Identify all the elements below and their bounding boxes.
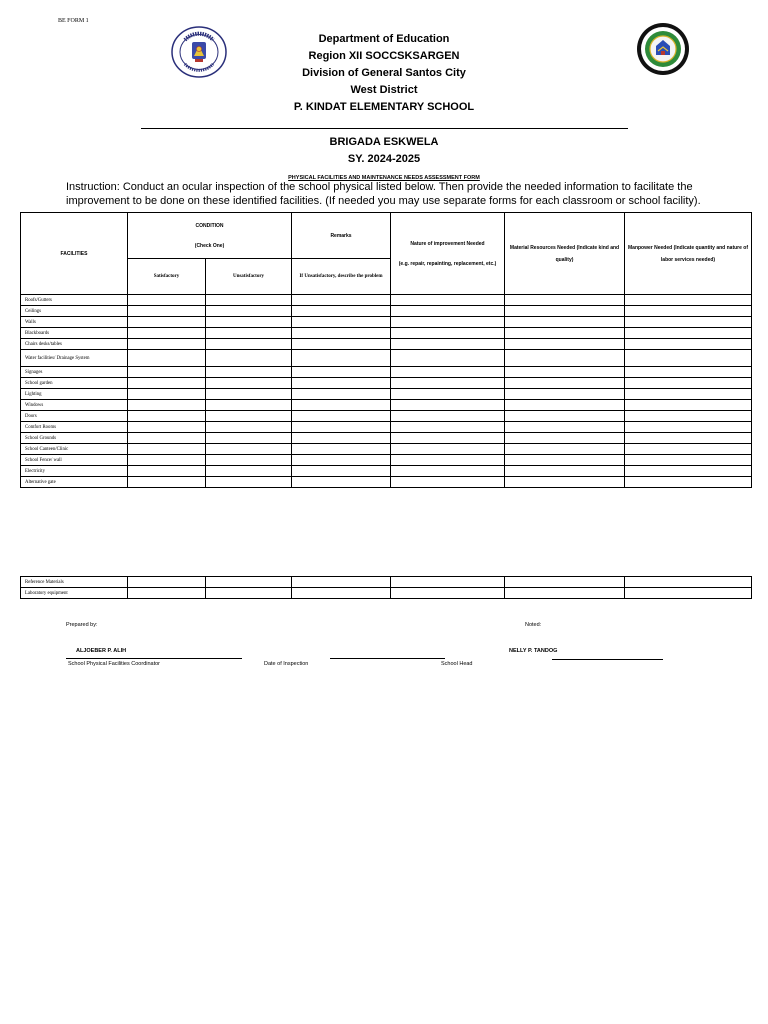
entry-cell[interactable] xyxy=(292,295,391,306)
instruction-text: Instruction: Conduct an ocular inspection of the school physical listed below. Then provide the needed information to facilitate the improvement to be done on these identified facilities. (If needed you may use separate forms for each classroom or school facility). xyxy=(66,181,701,207)
entry-cell[interactable] xyxy=(625,339,752,350)
assessment-table xyxy=(20,212,752,488)
facility-label: Electricity xyxy=(21,466,128,477)
entry-cell[interactable] xyxy=(292,588,391,599)
entry-cell[interactable] xyxy=(391,295,505,306)
table-row xyxy=(21,588,752,599)
facility-label: Blackboards xyxy=(21,328,128,339)
entry-cell[interactable] xyxy=(292,466,391,477)
entry-cell[interactable] xyxy=(505,367,625,378)
entry-cell[interactable] xyxy=(505,455,625,466)
entry-cell[interactable] xyxy=(292,400,391,411)
entry-cell[interactable] xyxy=(391,339,505,350)
entry-cell[interactable] xyxy=(625,306,752,317)
entry-cell[interactable] xyxy=(128,433,206,444)
entry-cell[interactable] xyxy=(391,378,505,389)
header-material: Material Resources Needed (Indicate kind and quality) xyxy=(505,213,625,295)
entry-cell[interactable] xyxy=(128,389,206,400)
table-row xyxy=(21,378,752,389)
entry-cell[interactable] xyxy=(206,350,292,367)
entry-cell[interactable] xyxy=(292,422,391,433)
header-unsatisfactory: Unsatisfactory xyxy=(206,259,292,295)
entry-cell[interactable] xyxy=(206,588,292,599)
head-name: NELLY P. TANDOG xyxy=(509,648,558,654)
entry-cell[interactable] xyxy=(206,577,292,588)
entry-cell[interactable] xyxy=(625,588,752,599)
entry-cell[interactable] xyxy=(391,400,505,411)
entry-cell[interactable] xyxy=(625,466,752,477)
entry-cell[interactable] xyxy=(625,577,752,588)
condition-label: CONDITION xyxy=(195,222,224,229)
facility-label: Roofs/Gutters xyxy=(21,295,128,306)
table-row xyxy=(21,328,752,339)
entry-cell[interactable] xyxy=(625,350,752,367)
entry-cell[interactable] xyxy=(505,444,625,455)
entry-cell[interactable] xyxy=(206,411,292,422)
entry-cell[interactable] xyxy=(505,400,625,411)
entry-cell[interactable] xyxy=(391,350,505,367)
additional-items-table xyxy=(20,576,752,599)
division-title: Division of General Santos City xyxy=(302,67,466,79)
entry-cell[interactable] xyxy=(625,367,752,378)
entry-cell[interactable] xyxy=(128,378,206,389)
entry-cell[interactable] xyxy=(505,588,625,599)
entry-cell[interactable] xyxy=(206,339,292,350)
entry-cell[interactable] xyxy=(128,444,206,455)
entry-cell[interactable] xyxy=(206,367,292,378)
entry-cell[interactable] xyxy=(625,317,752,328)
entry-cell[interactable] xyxy=(128,411,206,422)
coordinator-name: ALJOEBER P. ALIH xyxy=(76,648,127,654)
table-row xyxy=(21,577,752,588)
facility-label: Lighting xyxy=(21,389,128,400)
entry-cell[interactable] xyxy=(292,378,391,389)
entry-cell[interactable] xyxy=(625,378,752,389)
entry-cell[interactable] xyxy=(206,433,292,444)
facility-label: School Fence/ wall xyxy=(21,455,128,466)
entry-cell[interactable] xyxy=(292,477,391,488)
table-row xyxy=(21,400,752,411)
entry-cell[interactable] xyxy=(292,444,391,455)
facility-label: School garden xyxy=(21,378,128,389)
entry-cell[interactable] xyxy=(505,378,625,389)
entry-cell[interactable] xyxy=(206,317,292,328)
nature-label: Nature of improvement Needed xyxy=(410,240,485,247)
entry-cell[interactable] xyxy=(625,400,752,411)
table-row xyxy=(21,433,752,444)
facility-label: Laboratory equipment xyxy=(21,588,128,599)
entry-cell[interactable] xyxy=(505,477,625,488)
entry-cell[interactable] xyxy=(128,577,206,588)
coordinator-signature-line xyxy=(66,658,242,659)
program-title: BRIGADA ESKWELA xyxy=(329,136,439,148)
header-facilities: FACILITIES xyxy=(21,213,128,295)
entry-cell[interactable] xyxy=(292,328,391,339)
facility-label: School Canteen/Clinic xyxy=(21,444,128,455)
entry-cell[interactable] xyxy=(625,455,752,466)
entry-cell[interactable] xyxy=(505,389,625,400)
entry-cell[interactable] xyxy=(505,306,625,317)
entry-cell[interactable] xyxy=(505,422,625,433)
nature-example-label: (e.g. repair, repainting, replacement, etc.) xyxy=(398,260,497,267)
entry-cell[interactable] xyxy=(625,477,752,488)
entry-cell[interactable] xyxy=(292,433,391,444)
table-row xyxy=(21,339,752,350)
entry-cell[interactable] xyxy=(206,444,292,455)
table-row xyxy=(21,367,752,378)
entry-cell[interactable] xyxy=(391,306,505,317)
entry-cell[interactable] xyxy=(128,367,206,378)
header-divider xyxy=(141,128,628,129)
entry-cell[interactable] xyxy=(391,367,505,378)
date-of-inspection-label: Date of Inspection xyxy=(264,661,309,667)
header-remarks-sub: If Unsatisfactory, describe the problem xyxy=(292,259,391,295)
entry-cell[interactable] xyxy=(206,378,292,389)
entry-cell[interactable] xyxy=(206,389,292,400)
entry-cell[interactable] xyxy=(128,466,206,477)
school-name: P. KINDAT ELEMENTARY SCHOOL xyxy=(293,101,475,113)
entry-cell[interactable] xyxy=(391,389,505,400)
entry-cell[interactable] xyxy=(206,466,292,477)
entry-cell[interactable] xyxy=(128,317,206,328)
entry-cell[interactable] xyxy=(505,328,625,339)
entry-cell[interactable] xyxy=(292,367,391,378)
entry-cell[interactable] xyxy=(625,422,752,433)
entry-cell[interactable] xyxy=(505,577,625,588)
head-signature-line xyxy=(330,658,445,659)
table-row xyxy=(21,444,752,455)
facility-label: Water facilities/ Drainage System xyxy=(21,350,128,367)
entry-cell[interactable] xyxy=(391,317,505,328)
facility-label: Alternative gate xyxy=(21,477,128,488)
entry-cell[interactable] xyxy=(128,306,206,317)
table-row xyxy=(21,350,752,367)
entry-cell[interactable] xyxy=(128,400,206,411)
entry-cell[interactable] xyxy=(505,466,625,477)
entry-cell[interactable] xyxy=(625,328,752,339)
entry-cell[interactable] xyxy=(128,422,206,433)
entry-cell[interactable] xyxy=(391,422,505,433)
department-title: Department of Education xyxy=(318,33,450,45)
noted-label: Noted: xyxy=(525,622,542,628)
facility-label: Ceilings xyxy=(21,306,128,317)
prepared-by-label: Prepared by: xyxy=(66,622,98,628)
facility-label: Signages xyxy=(21,367,128,378)
entry-cell[interactable] xyxy=(292,339,391,350)
entry-cell[interactable] xyxy=(128,588,206,599)
form-title: PHYSICAL FACILITIES AND MAINTENANCE NEEDS ASSESSMENT FORM xyxy=(288,175,480,181)
entry-cell[interactable] xyxy=(391,328,505,339)
entry-cell[interactable] xyxy=(625,433,752,444)
entry-cell[interactable] xyxy=(505,433,625,444)
table-row xyxy=(21,389,752,400)
entry-cell[interactable] xyxy=(505,295,625,306)
entry-cell[interactable] xyxy=(391,477,505,488)
table-row xyxy=(21,455,752,466)
table-row xyxy=(21,477,752,488)
form-code: BE FORM 1 xyxy=(58,18,89,24)
region-title: Region XII SOCCSKSARGEN xyxy=(308,50,460,62)
facility-label: Doors xyxy=(21,411,128,422)
entry-cell[interactable] xyxy=(292,350,391,367)
district-title: West District xyxy=(350,84,418,96)
head-title: School Head xyxy=(441,661,473,667)
entry-cell[interactable] xyxy=(128,350,206,367)
entry-cell[interactable] xyxy=(505,339,625,350)
facility-label: Chairs desks/tables xyxy=(21,339,128,350)
school-year: SY. 2024-2025 xyxy=(347,153,421,165)
entry-cell[interactable] xyxy=(505,350,625,367)
entry-cell[interactable] xyxy=(505,411,625,422)
entry-cell[interactable] xyxy=(391,455,505,466)
entry-cell[interactable] xyxy=(292,411,391,422)
entry-cell[interactable] xyxy=(128,339,206,350)
entry-cell[interactable] xyxy=(206,422,292,433)
entry-cell[interactable] xyxy=(625,389,752,400)
header-satisfactory: Satisfactory xyxy=(128,259,206,295)
entry-cell[interactable] xyxy=(391,466,505,477)
table-row xyxy=(21,411,752,422)
facility-label: School Grounds xyxy=(21,433,128,444)
header-remarks: Remarks xyxy=(292,213,391,259)
check-one-label: (Check One) xyxy=(194,242,225,249)
entry-cell[interactable] xyxy=(391,588,505,599)
entry-cell[interactable] xyxy=(128,328,206,339)
entry-cell[interactable] xyxy=(206,477,292,488)
entry-cell[interactable] xyxy=(292,455,391,466)
header-condition xyxy=(128,213,292,259)
entry-cell[interactable] xyxy=(206,328,292,339)
coordinator-title: School Physical Facilities Coordinator xyxy=(68,661,161,667)
entry-cell[interactable] xyxy=(625,411,752,422)
entry-cell[interactable] xyxy=(206,400,292,411)
entry-cell[interactable] xyxy=(206,306,292,317)
table-row xyxy=(21,295,752,306)
entry-cell[interactable] xyxy=(505,317,625,328)
noted-signature-line xyxy=(552,659,663,660)
entry-cell[interactable] xyxy=(391,577,505,588)
header-manpower: Manpower Needed (Indicate quantity and nature of labor services needed) xyxy=(625,213,752,295)
facility-label: Windows xyxy=(21,400,128,411)
table-row xyxy=(21,306,752,317)
entry-cell[interactable] xyxy=(391,411,505,422)
entry-cell[interactable] xyxy=(625,295,752,306)
table-row xyxy=(21,466,752,477)
entry-cell[interactable] xyxy=(391,444,505,455)
entry-cell[interactable] xyxy=(292,306,391,317)
facility-label: Reference Materials xyxy=(21,577,128,588)
entry-cell[interactable] xyxy=(625,444,752,455)
header-nature xyxy=(391,213,505,295)
entry-cell[interactable] xyxy=(292,317,391,328)
entry-cell[interactable] xyxy=(128,295,206,306)
entry-cell[interactable] xyxy=(206,295,292,306)
table-row xyxy=(21,317,752,328)
table-row xyxy=(21,422,752,433)
entry-cell[interactable] xyxy=(391,433,505,444)
entry-cell[interactable] xyxy=(292,389,391,400)
entry-cell[interactable] xyxy=(292,577,391,588)
facility-label: Comfort Rooms xyxy=(21,422,128,433)
facility-label: Walls xyxy=(21,317,128,328)
entry-cell[interactable] xyxy=(128,477,206,488)
entry-cell[interactable] xyxy=(206,455,292,466)
entry-cell[interactable] xyxy=(128,455,206,466)
